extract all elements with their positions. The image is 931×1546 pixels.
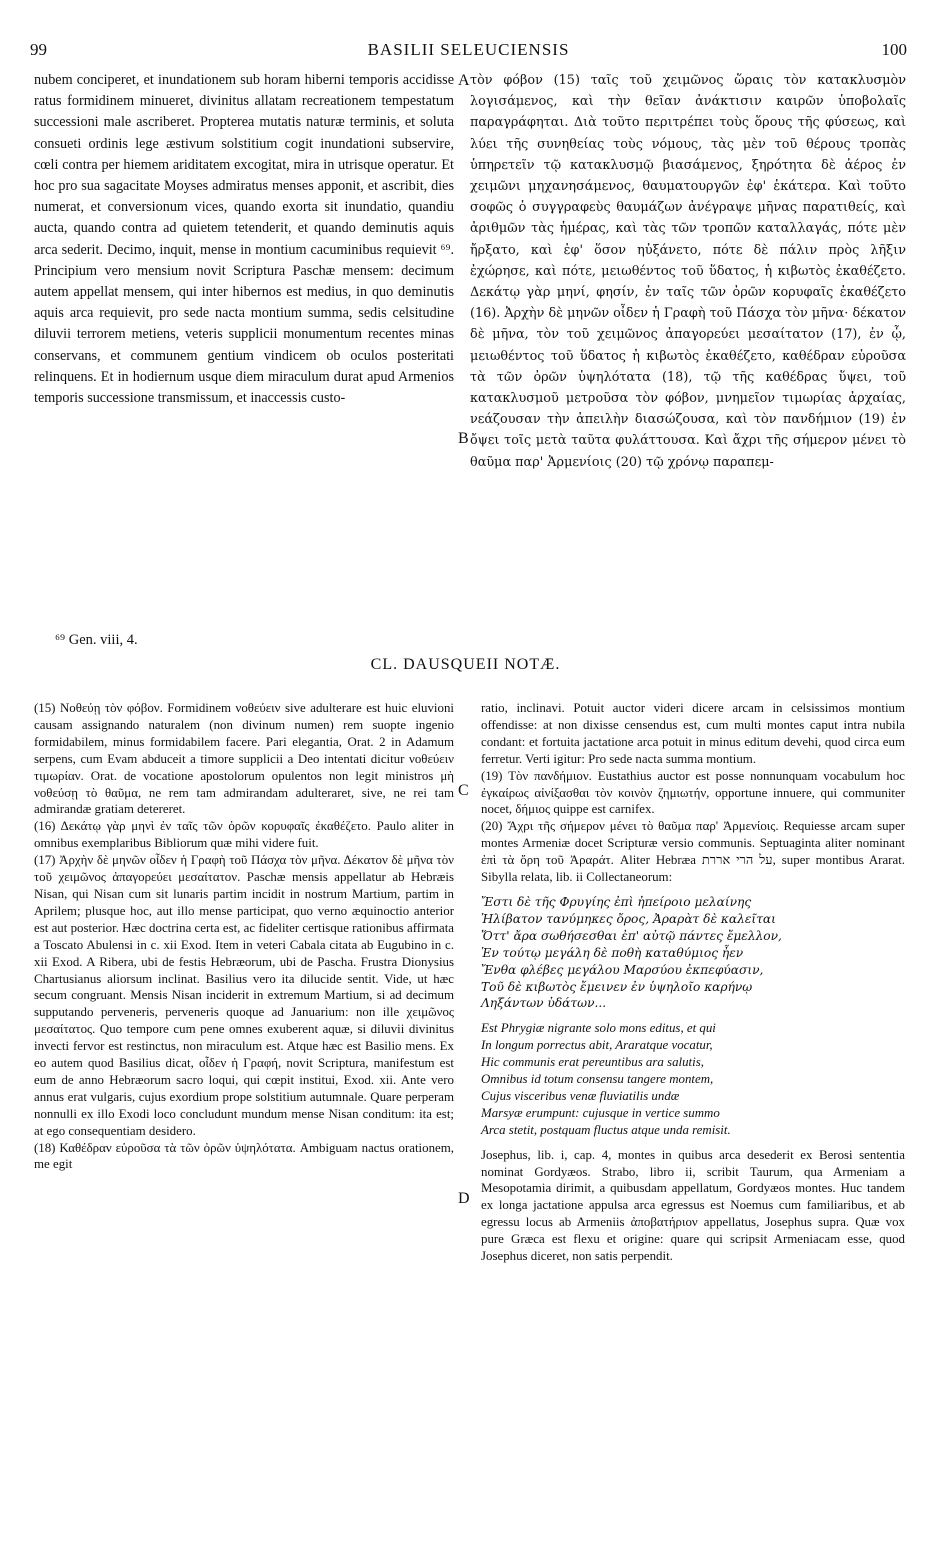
margin-letter-a: A <box>458 72 470 89</box>
latin-paragraph: nubem conciperet, et inundationem sub horam hiberni temporis accidisse ratus formidinem minueret, divinitus allatam recreationem tempestatum successioni male ascriberet. Propterea mutatis naturæ terminis, et soluta consueti ordinis lege æstivum solstitium cogit inundationi subservire, cœli contra per hiemem ariditatem excogitat, mira in utrisque operatur. Et hoc pro sua sagacitate Moyses admiratus menses apponit, et ascribit, dies numerat, et conversionum vices, quando exorta sit inundatio, quandiu aucta, quando contra ad quietem tetenderit, et quando deminutis aquis arca sederit. Decimo, inquit, mense in montium cacuminibus requievit ⁶⁹. Principium vero mensium novit Scriptura Paschæ mensem: decimum autem appellat mensem, qui inter hibernos est medius, in quo deminutis aquis arca requievit, pro sede nacta montium summa, sedis celsitudine diluvii terrorem metiens, veteris supplicii monumentum recentes minas conservans, et communem gentium vindicem ob oculos posteritati relinquens. Et in hodiernum usque diem miraculum durat apud Armenios temporis successione transmissum, et inaccessis custo- <box>34 72 454 407</box>
greek-verse-line: Ἠλίβατον τανύμηκες ὄρος, Ἀραρὰτ δὲ καλεῖται <box>481 911 776 926</box>
note-15: (15) Νοθεύῃ τὸν φόβον. Formidinem νοθεύειν sive adulterare est huic eluvioni causam assignando naturalem (non divinum numen) rem suopte ingenio formidabilem, minus formidabilem facere. Pari elegantia, Orat. 2 in Adamum serpens, cum Evam abduceit a timore supplicii a Deo intentati dicitur νοθεύειν τιμωρίαν. Orat. de vocatione apostolorum opulentos non legit ministros μὴ νοθεύσῃ τὸ θαῦμα, ne rem tam admirandam adulteraret, sive, ne rei tam admirandæ gratiam detereret. <box>34 701 454 817</box>
page-header <box>30 40 907 64</box>
greek-verse-line: Ἐν τούτῳ μεγάλη δὲ ποθὴ καταθύμιος ἦεν <box>481 945 744 960</box>
notes-left-column <box>34 700 454 1173</box>
greek-paragraph: τὸν φόβον (15) ταῖς τοῦ χειμῶνος ὥραις τὸν κατακλυσμὸν λογισάμενος, καὶ τὴν θεῖαν ἀνάκτισιν καιρῶν ὑποβολαῖς παραγράφηται. Διὰ τοῦτο περιτρέπει τοὺς ὅρους τῆς φύσεως, καὶ λύει τῆς συνηθείας τοὺς νόμους, τὰς μὲν τοῦ θέρους τροπὰς ὑπηρετεῖν τῷ κατακλυσμῷ βιασάμενος, ξηρότητα δὲ ἀέρος ἐν χειμῶνι μηχανησάμενος, θαυματουργῶν ἐφ' ἑκάτερα. Καὶ τοῦτο σοφῶς ὁ συγγραφεὺς θαυμάζων ἀνέγραψε μῆνας παρατιθείς, καὶ ἀριθμῶν τὰς ἡμέρας, καὶ τὰς τῶν τροπῶν καταλλαγάς, πότε μὲν ἤρξατο, καὶ ἐφ' ὅσον ηὐξάνετο, πότε δὲ πάλιν πρὸς λῆξιν ἐχώρησε, καὶ πότε, μειωθέντος τοῦ ὕδατος, ἡ κιβωτὸς ἐκαθέζετο. Δεκάτῳ γὰρ μηνί, φησίν, ἐν ταῖς τῶν ὀρῶν κορυφαῖς ἐκαθέζετο (16). Ἀρχὴν δὲ μηνῶν οἶδεν ἡ Γραφὴ τοῦ Πάσχα τὸν μῆνα· δέκατον δὲ μῆνα, τὸν τοῦ χειμῶνος ἀπαγορεύει μεσαίτατον (17), ἐν ᾧ, μειωθέντος τοῦ ὕδατος ἡ κιβωτὸς ἐκαθέζετο, καθέδραν εὑροῦσα τὰ τῶν ὀρῶν ὑψηλότατα (18), τῷ τῆς καθέδρας ὕψει, τοῦ κατακλυσμοῦ μετροῦσα τὸν φόβον, μνημεῖον τιμωρίας ἀρχαίας, νεάζουσαν τὴν ἀπειλὴν διασώζουσα, καὶ τὸν πανδήμιον (19) ἐν ὄψει τοῖς μετὰ ταῦτα φυλάττουσα. Καὶ ἄχρι τῆς σήμερον μένει τὸ θαῦμα παρ' Ἀρμενίοις (20) τῷ χρόνῳ παραπεμ- <box>470 73 906 470</box>
running-title: BASILII SELEUCIENSIS <box>367 40 570 59</box>
greek-verse <box>481 894 905 1012</box>
latin-verse-line: Hic communis erat pereuntibus ara salutis, <box>481 1055 704 1070</box>
latin-verse-line: Est Phrygiæ nigrante solo mons editus, et qui <box>481 1021 716 1036</box>
latin-verse-line: Omnibus id totum consensu tangere montem, <box>481 1072 714 1087</box>
footnote: ⁶⁹ Gen. viii, 4. <box>55 632 138 648</box>
latin-verse-line: Cujus visceribus venæ fluviatilis undæ <box>481 1088 680 1103</box>
note-18: (18) Καθέδραν εὑροῦσα τὰ τῶν ὀρῶν ὑψηλότατα. Ambiguam nactus orationem, me egit <box>34 1140 454 1172</box>
note-16: (16) Δεκάτῳ γὰρ μηνὶ ἐν ταῖς τῶν ὀρῶν κορυφαῖς ἐκαθέζετο. Paulo aliter in omnibus exemplaribus Bibliorum quæ mihi videre fuit. <box>34 819 454 851</box>
greek-verse-line: Ἔστι δὲ τῆς Φρυγίης ἐπὶ ἠπείροιο μελαίνης <box>481 894 752 909</box>
latin-verse-line: Marsyæ erumpunt: cujusque in vertice summo <box>481 1105 720 1120</box>
margin-letter-b: B <box>458 430 469 447</box>
note-19: (19) Τὸν πανδήμιον. Eustathius auctor est posse nonnunquam vocabulum hoc ἐγκαίρως αἰνίξασθαι τὸν κοινὸν ζημιωτήν, opportune innuere, qui communiter nocet, δήμιος quippe est carnifex. <box>481 768 905 817</box>
notes-right-column <box>481 700 905 1265</box>
page-number-right: 100 <box>881 40 907 59</box>
latin-text-column <box>34 70 454 409</box>
margin-letter-c: C <box>458 782 469 799</box>
margin-letter-d: D <box>458 1190 470 1207</box>
note-20-continued: Josephus, lib. i, cap. 4, montes in quibus arca desederit ex Berosi sententia nominat Gordyæos. Strabo, libro ii, scribit Taurum, qua Armeniam a Mesopotamia dirimit, a quibusdam appellatum, Gordyæos montes. Huc tandem ex longa jactatione appulsa arca egressus est Noemus cum familiaribus, et ab egressu locus ab Armeniis ἀποβατήριον appellatus, Josephus supra. Quæ vox pure Græca est flexu et origine: quare qui scripsit Armeniacam esse, quod Josephus diceret, non satis perpendit. <box>481 1147 905 1264</box>
greek-text-column <box>470 70 906 473</box>
greek-verse-line: Ὅττ' ἄρα σωθήσεσθαι ἐπ' αὐτῷ πάντες ἔμελλον, <box>481 928 782 943</box>
note-20: (20) Ἄχρι τῆς σήμερον μένει τὸ θαῦμα παρ' Ἀρμενίοις. Requiesse arcam super montes Armeniæ docet Scripturæ versio communis. Septuaginta aliter nominant ἐπὶ τὰ ὄρη τοῦ Ἀραράτ. Aliter Hebræa על הרי אררת, super montibus Ararat. Sibylla relata, lib. ii Collectaneorum: <box>481 819 906 885</box>
greek-verse-line: Ἔνθα φλέβες μεγάλου Μαρσύου ἐκπεφύασιν, <box>481 962 764 977</box>
greek-verse-line: Τοῦ δὲ κιβωτὸς ἔμεινεν ἐν ὑψηλοῖο καρήνῳ <box>481 979 753 994</box>
greek-verse-line: Ληξάντων ὑδάτων... <box>481 996 607 1011</box>
latin-verse <box>481 1020 905 1138</box>
notes-title: CL. DAUSQUEII NOTÆ. <box>370 656 561 673</box>
latin-verse-line: In longum porrectus abit, Araratque vocatur, <box>481 1038 713 1053</box>
note-18-continued: ratio, inclinavi. Potuit auctor videri dicere arcam in celsissimos montium offendisse: at non dixisse censendus est, cum multi montes caput intra nubila condant: et fortuita jactatione arca potuit in minus editum devehi, quod circa eum ferretur. Verti igitur: Pro sede nacta summa montium. <box>481 701 905 766</box>
latin-verse-line: Arca stetit, postquam fluctus atque unda remisit. <box>481 1122 731 1137</box>
note-17: (17) Ἀρχὴν δὲ μηνῶν οἶδεν ἡ Γραφὴ τοῦ Πάσχα τὸν μῆνα. Δέκατον δὲ μῆνα τὸν τοῦ χειμῶνος ἀπαγορεύει μεσαίτατον. Paschæ mensis appellatur ab Hebræis Nisan, qui Nisan cum sit lunaris partim incidit in nostrum Martium, partim in Aprilem; plusque hoc, aut illo mense participat, quo verno æquinoctio anterior est aut posterior. Hæc doctrina certa est, ac fideliter certisque rationibus affirmata a Toscato Abulensi in c. xii Exod. Item in veteri Cabala citata ab Eugubino in c. xii Exod. A Ribera, ubi de festis Hebræorum, ubi de Pascha. Frustra Dionysius Chartusianus aliorsum inclinat. Basilius vero ita dilucide sentit. Vide, ut hæc secum congruant. Mensis Nisan inciderit in extremum Martium, si ad decimum supputando perveneris, perveneris quoque ad Januarium: non ille χειμῶνος μεσαίτατος. Quo tempore cum pene omnes exuberent aquæ, si diluvii divinitus invecti fervor est restinctus, non miraculum est. Atque hæc est Basilio mens. Ex eo autem quod Basilius dicat, οἶδεν ἡ Γραφή, novit Scriptura, manifestum est eum de anno Hebræorum sacro loqui, qui cœpit institui, Exod. xii. Ante vero annus erat vulgaris, cujus exordium prope solstitium autumnale. Quare perperam nonnulli ex illo Exodi loco concludunt mundum mense Nisan conditum: ita est; at ego consequentiam desidero. <box>34 853 454 1138</box>
page-number-left: 99 <box>30 40 47 59</box>
